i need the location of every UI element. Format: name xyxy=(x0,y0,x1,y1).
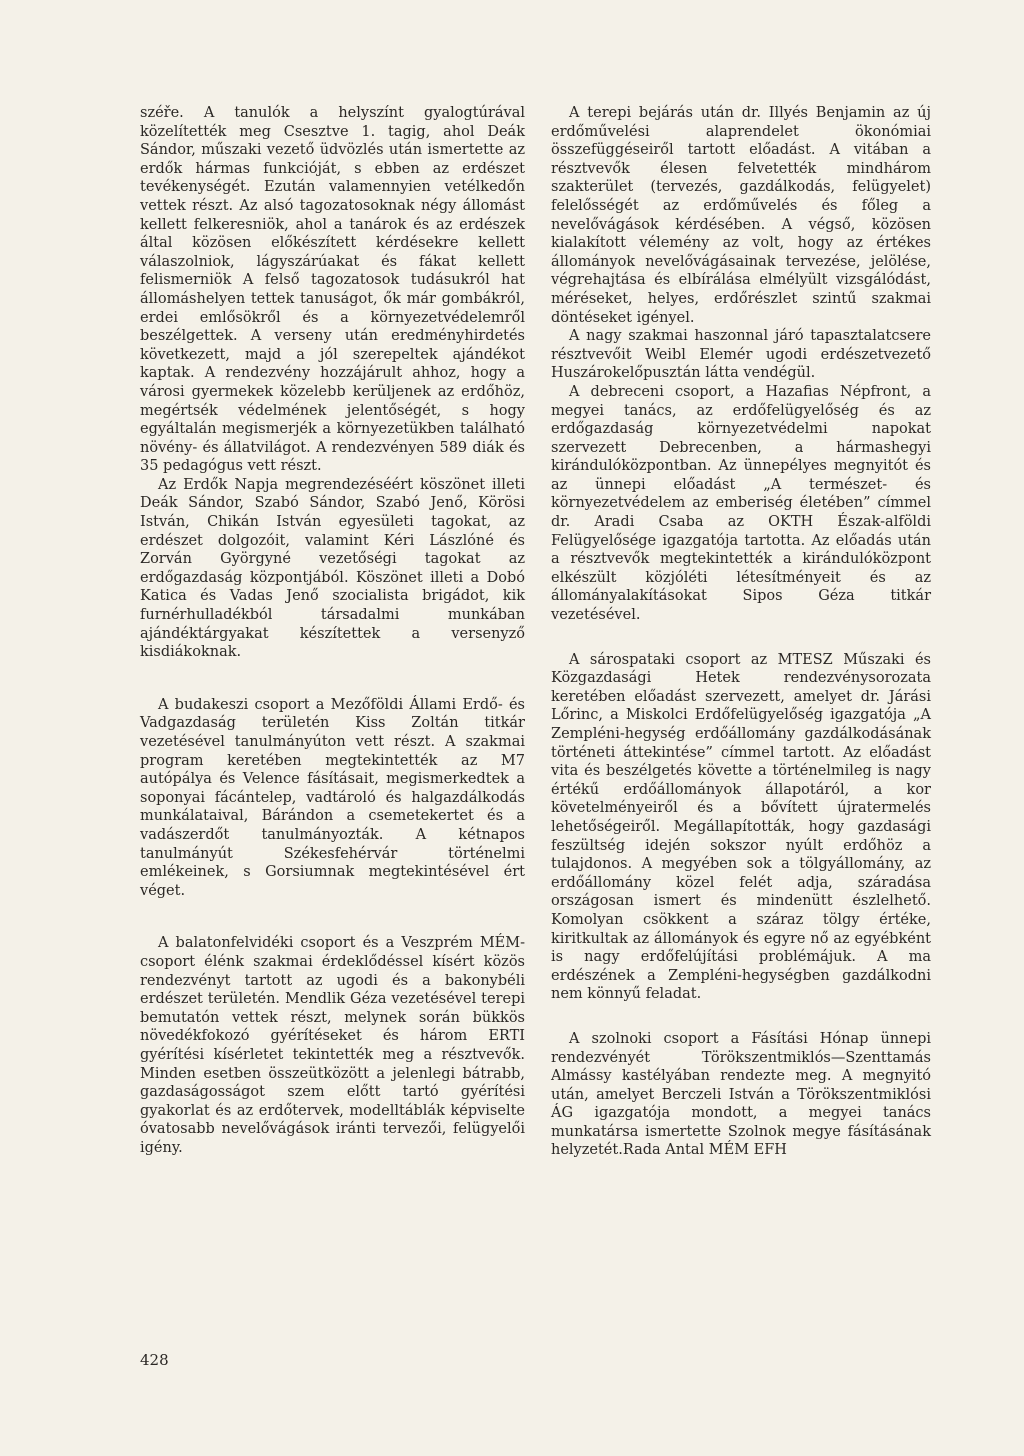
paragraph-acknowledgements: Az Erdők Napja megrendezéséért köszönet illeti Deák Sándor, Szabó Sándor, Szabó Jenő, Körösi István, Chikán István egyesületi tagokat, az erdészet dolgozóit, valamint Kéri Lászlóné és Zorván Györgyné vezetőségi tagokat az erdőgazdaság központjából. Köszönet illeti a Dobó Katica és Vadas Jenő szocialista brigádot, kik furnérhulladékból társadalmi munkában ajándéktárgyakat készítettek a versenyző kisdiákoknak. xyxy=(140,476,525,661)
paragraph-balatonfelvideki-group: A balatonfelvidéki csoport és a Veszprém MÉM-csoport élénk szakmai érdeklődéssel kísért közös rendezvényt tartott az ugodi és a bakonybéli erdészet területén. Mendlik Géza vezetésével terepi bemutatón vettek részt, melynek során bükkös növedékfokozó gyérítéseket és három ERTI gyérítési kísérletet tekintették meg a résztvevők. Minden esetben összeütközött a jelenlegi bátrabb, gazdaságosságot szem előtt tartó gyérítési gyakorlat és az erdőtervek, modelltáblák képviselte óvatosabb nevelővágások iránti tervezői, felügyelői igény. xyxy=(140,935,525,1156)
paragraph-students-excursion: széře. A tanulók a helyszínt gyalogtúrával közelítették meg Csesztve 1. tagig, ahol Deák Sándor, műszaki vezető üdvözlés után ismertette az erdők hármas funkcióját, s ebben az erdészet tevékenységét. Ezután valamennyien vetélkedőn vettek részt. Az alsó tagozatosoknak négy állomást kellett felkeresniök, ahol a tanárok és az erdészek által közösen előkészített kérdésekre kellett válaszolniok, lágyszárúakat és fákat kellett felismerniök A felső tagozatosok tudásukról hat állomáshelyen tettek tanuságot, ők már gombákról, erdei emlősökről és a környezetvédelemről beszélgettek. A verseny után eredményhirdetés következett, majd a jól szerepeltek ajándékot kaptak. A rendezvény hozzájárult ahhoz, hogy a városi gyermekek közelebb kerüljenek az erdőhöz, megértsék védelmének jelentőségét, s hogy egyáltalán megismerjék a környezetükben található növény- és állatvilágot. A rendezvényen 589 diák és 35 pedagógus vett részt. xyxy=(140,105,525,475)
paragraph-debreceni-group: A debreceni csoport, a Hazafias Népfront, a megyei tanács, az erdőfelügyelőség és az erdőgazdaság környezetvédelmi napokat szervezett Debrecenben, a hármashegyi kirándulóközpontban. Az ünnepélyes megnyitót és az ünnepi előadást „A természet- és környezetvédelem az emberiség életében” címmel dr. Aradi Csaba az OKTH Észak-alföldi Felügyelősége igazgatója tartotta. Az előadás után a résztvevők megtekintették a kirándulóközpont elkészült közjóléti létesítményeit és az állományalakításokat Sipos Géza titkár vezetésével. xyxy=(551,383,931,624)
right-column xyxy=(551,104,931,1160)
left-column xyxy=(140,104,525,1157)
paragraph-sarospataki-group: A sárospataki csoport az MTESZ Műszaki és Közgazdasági Hetek rendezvénysorozata keretében előadást szervezett, amelyet dr. Járási Lőrinc, a Miskolci Erdőfelügyelőség igazgatója „A Zempléni-hegység erdőállomány gazdálkodásának történeti áttekintése” címmel tartott. Az előadást vita és beszélgetés követte a történelmileg is nagy értékű erdőállományok állapotáról, a kor követelményeiről és a bővített újratermelés lehetőségeiről. Megállapították, hogy gazdasági feszültség idején sokszor nyúlt erdőhöz a tulajdonos. A megyében sok a tölgyállomány, az erdőállomány közel felét adja, száradása országosan ismert és mindenütt észlelhető. Komolyan csökkent a száraz tölgy értéke, kiritkultak az állományok és egyre nő az egyébként is nagy erdőfelújítási problémájuk. A ma erdészének a Zempléni-hegységben gazdálkodni nem könnyű feladat. xyxy=(551,651,931,1003)
paragraph-szolnoki-group: A szolnoki csoport a Fásítási Hónap ünnepi rendezvényét Törökszentmiklós—Szenttamás Almássy kastélyában rendezte meg. A megnyitó után, amelyet Berczeli István a Törökszentmiklósi ÁG igazgatója mondott, a megyei tanács munkatársa ismertette Szolnok megye fásításának helyzetét.Rada Antal MÉM EFH xyxy=(551,1030,931,1159)
paragraph-exchange: A nagy szakmai haszonnal járó tapasztalatcsere résztvevőit Weibl Elemér ugodi erdészetvezető Huszárokelőpusztán látta vendégül. xyxy=(551,328,931,382)
paragraph-field-walk: A terepi bejárás után dr. Illyés Benjamin az új erdőművelési alaprendelet ökonómiai összefüggéseiről tartott előadást. A vitában a résztvevők élesen felvetették mindhárom szakterület (tervezés, gazdálkodás, felügyelet) felelősségét az erdőművelés és főleg a nevelővágások kérdésében. A végső, közösen kialakított vélemény az volt, hogy az értékes állományok nevelővágásainak tervezése, jelölése, végrehajtása és elbírálása elmélyült vizsgálódást, méréseket, helyes, erdőrészlet szintű szakmai döntéseket igényel. xyxy=(551,105,931,326)
page-number: 428 xyxy=(140,1351,169,1369)
paragraph-budakeszi-group: A budakeszi csoport a Mezőföldi Állami Erdő- és Vadgazdaság területén Kiss Zoltán titkár vezetésével tanulmányúton vett részt. A szakmai program keretében megtekintették az M7 autópálya és Velence fásításait, megismerkedtek a soponyai fácántelep, vadtároló és halgazdálkodás munkálataival, Bárándon a csemetekertet és a vadászerdőt tanulmányozták. A kétnapos tanulmányút Székesfehérvár történelmi emlékeinek, s Gorsiumnak megtekintésével ért véget. xyxy=(140,696,525,899)
